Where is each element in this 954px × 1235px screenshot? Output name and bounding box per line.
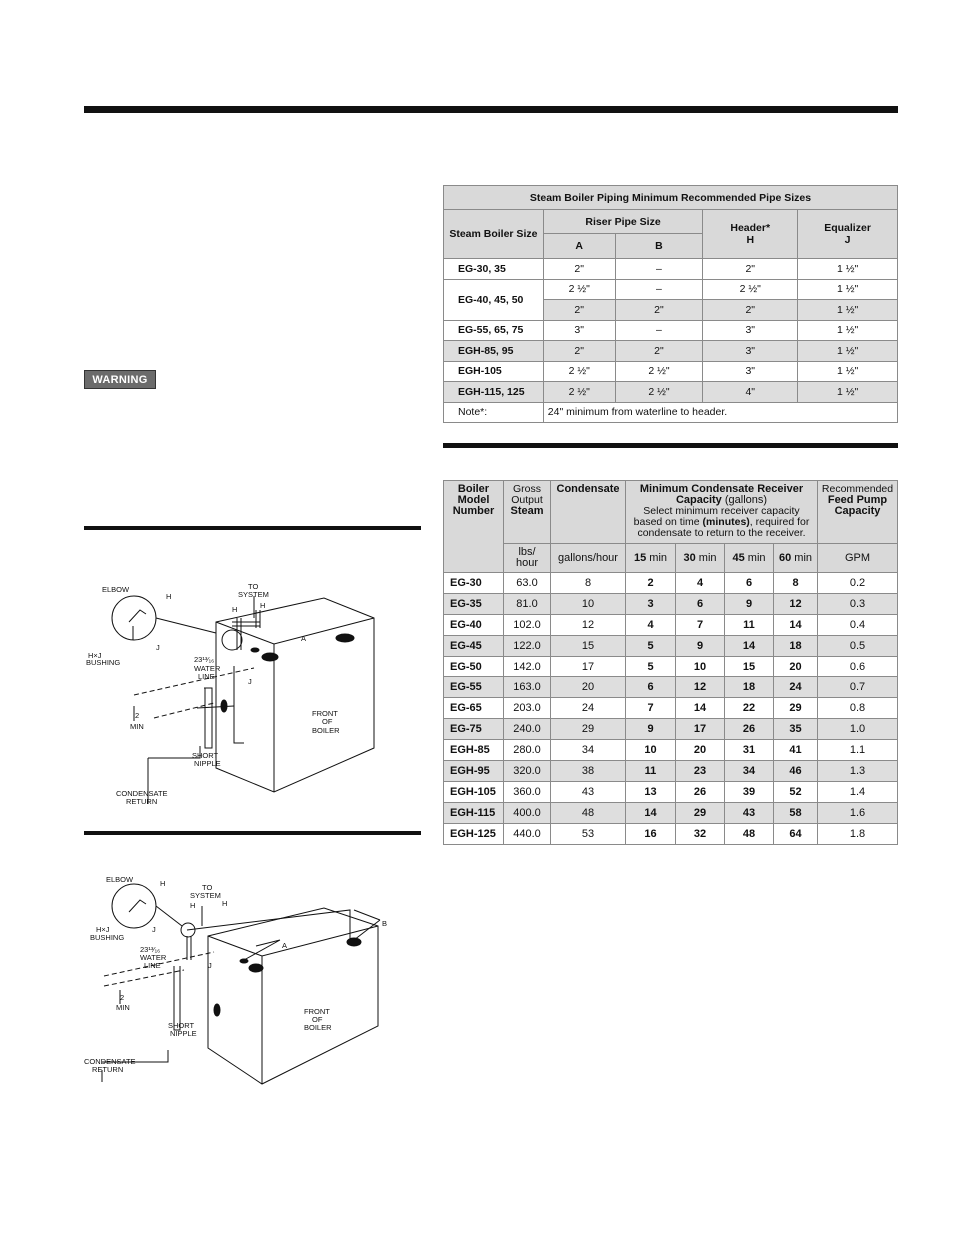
table-row (444, 677, 898, 698)
col-header: Header* H (703, 210, 798, 259)
svg-text:H: H (260, 601, 266, 610)
cell-m15: 11 (626, 761, 676, 782)
col-min-receiver: Minimum Condensate Receiver Capacity (gallons) Select minimum receiver capacity based on time (minutes), required for condensate to return to the receiver. (626, 481, 818, 544)
col-riser: Riser Pipe Size (543, 210, 703, 234)
cell-model: EGH-85 (444, 740, 504, 761)
cell-gross: 400.0 (504, 802, 551, 823)
cell-m60: 29 (774, 698, 818, 719)
table-row: EGH-115, 125 2 ½" 2 ½" 4" 1 ½" (444, 382, 898, 403)
section-rule (84, 526, 421, 530)
table-row (444, 719, 898, 740)
svg-text:FRONT: FRONT (312, 709, 338, 718)
table-row (444, 740, 898, 761)
cell-m30: 20 (676, 740, 725, 761)
cell-model: EG-30 (444, 573, 504, 594)
cell-m30: 23 (676, 761, 725, 782)
svg-text:MIN: MIN (130, 722, 144, 731)
cell-m30: 26 (676, 781, 725, 802)
table-row (444, 761, 898, 782)
cell-m45: 6 (725, 573, 774, 594)
cell-gross: 142.0 (504, 656, 551, 677)
top-rule (84, 106, 898, 113)
cell-m45: 39 (725, 781, 774, 802)
svg-text:2: 2 (120, 993, 125, 1002)
cell-gpm: 1.6 (818, 802, 898, 823)
warning-badge: WARNING (84, 370, 156, 389)
table-row: EGH-105 2 ½" 2 ½" 3" 1 ½" (444, 361, 898, 382)
cell-m60: 52 (774, 781, 818, 802)
svg-text:WATER: WATER (194, 664, 221, 673)
cell-m45: 14 (725, 635, 774, 656)
cell-cond: 48 (551, 802, 626, 823)
cell-m45: 48 (725, 823, 774, 844)
svg-text:TO: TO (202, 883, 213, 892)
col-feed-pump: Recommended Feed Pump Capacity (818, 481, 898, 544)
col-condensate: Condensate (551, 481, 626, 544)
col-gross: Gross Output Steam (504, 481, 551, 544)
svg-text:SHORT: SHORT (192, 751, 219, 760)
svg-text:NIPPLE: NIPPLE (170, 1029, 197, 1038)
cell-gpm: 0.4 (818, 614, 898, 635)
svg-text:H: H (160, 879, 166, 888)
cell-m15: 6 (626, 677, 676, 698)
cell-m45: 34 (725, 761, 774, 782)
cell-m45: 18 (725, 677, 774, 698)
svg-text:J: J (152, 925, 156, 934)
table-row (444, 635, 898, 656)
svg-text:H: H (222, 899, 228, 908)
svg-text:23¹³⁄₁₆: 23¹³⁄₁₆ (140, 945, 161, 954)
svg-text:RETURN: RETURN (126, 797, 158, 806)
svg-text:BUSHING: BUSHING (90, 933, 125, 942)
cell-m60: 41 (774, 740, 818, 761)
cell-m60: 8 (774, 573, 818, 594)
cell-m15: 4 (626, 614, 676, 635)
svg-text:J: J (156, 643, 160, 652)
cell-gross: 122.0 (504, 635, 551, 656)
cell-m30: 14 (676, 698, 725, 719)
col-boiler-size: Steam Boiler Size (444, 210, 544, 259)
cell-gpm: 1.8 (818, 823, 898, 844)
svg-text:NIPPLE: NIPPLE (194, 759, 221, 768)
cell-model: EGH-105 (444, 781, 504, 802)
svg-text:TO: TO (248, 582, 259, 591)
table-row: 2" 2" 2" 1 ½" (444, 300, 898, 321)
cell-cond: 24 (551, 698, 626, 719)
cell-cond: 10 (551, 593, 626, 614)
svg-text:LINE: LINE (198, 672, 215, 681)
svg-text:RETURN: RETURN (92, 1065, 124, 1074)
cell-cond: 53 (551, 823, 626, 844)
svg-text:CONDENSATE: CONDENSATE (116, 789, 168, 798)
svg-text:J: J (208, 961, 212, 970)
boiler-outline (216, 598, 374, 792)
cell-cond: 12 (551, 614, 626, 635)
table-row (444, 698, 898, 719)
svg-text:H×J: H×J (88, 651, 102, 660)
cell-model: EGH-125 (444, 823, 504, 844)
cell-m45: 31 (725, 740, 774, 761)
cell-m45: 43 (725, 802, 774, 823)
cell-gross: 320.0 (504, 761, 551, 782)
table-row (444, 573, 898, 594)
section-rule (84, 831, 421, 835)
cell-model: EG-45 (444, 635, 504, 656)
unit-60: 60 min (774, 544, 818, 573)
cell-m15: 13 (626, 781, 676, 802)
cell-m30: 10 (676, 656, 725, 677)
cell-m45: 26 (725, 719, 774, 740)
cell-model: EGH-95 (444, 761, 504, 782)
condensate-table (443, 480, 898, 845)
cell-gross: 440.0 (504, 823, 551, 844)
cell-gross: 102.0 (504, 614, 551, 635)
svg-text:FRONT: FRONT (304, 1007, 330, 1016)
cell-m15: 2 (626, 573, 676, 594)
cell-m15: 14 (626, 802, 676, 823)
boiler-outline (208, 908, 378, 1084)
table-row: EG-55, 65, 75 3" – 3" 1 ½" (444, 320, 898, 341)
col-riser-b: B (615, 234, 703, 259)
cell-m15: 7 (626, 698, 676, 719)
table-row: EGH-85, 95 2" 2" 3" 1 ½" (444, 341, 898, 362)
cell-m60: 35 (774, 719, 818, 740)
piping-diagram-2 (84, 870, 414, 1090)
svg-text:OF: OF (322, 717, 333, 726)
cell-m60: 24 (774, 677, 818, 698)
svg-text:H×J: H×J (96, 925, 110, 934)
cell-model: EG-50 (444, 656, 504, 677)
pipe-size-table (443, 185, 898, 423)
cell-m45: 9 (725, 593, 774, 614)
cell-model: EG-35 (444, 593, 504, 614)
piping-diagram-1 (84, 578, 414, 808)
col-model: Boiler Model Number (444, 481, 504, 573)
cell-m30: 4 (676, 573, 725, 594)
cell-gross: 280.0 (504, 740, 551, 761)
svg-text:H: H (232, 605, 238, 614)
cell-cond: 34 (551, 740, 626, 761)
pipe-table-title: Steam Boiler Piping Minimum Recommended Pipe Sizes (444, 186, 898, 210)
cell-m30: 9 (676, 635, 725, 656)
cell-m15: 16 (626, 823, 676, 844)
cell-cond: 17 (551, 656, 626, 677)
svg-text:J: J (248, 677, 252, 686)
svg-text:A: A (301, 634, 307, 643)
cell-m60: 18 (774, 635, 818, 656)
cell-gross: 63.0 (504, 573, 551, 594)
svg-text:2: 2 (135, 711, 140, 720)
svg-text:SYSTEM: SYSTEM (238, 590, 269, 599)
table-row: EG-30, 35 2" – 2" 1 ½" (444, 259, 898, 280)
unit-condensate: gallons/hour (551, 544, 626, 573)
cell-model: EG-75 (444, 719, 504, 740)
svg-text:A: A (282, 941, 288, 950)
cell-m30: 32 (676, 823, 725, 844)
cell-gpm: 1.4 (818, 781, 898, 802)
svg-text:ELBOW: ELBOW (102, 585, 130, 594)
cell-m15: 9 (626, 719, 676, 740)
cell-gpm: 0.2 (818, 573, 898, 594)
svg-text:WATER: WATER (140, 953, 167, 962)
cell-m60: 46 (774, 761, 818, 782)
cell-gpm: 0.3 (818, 593, 898, 614)
cell-gpm: 0.5 (818, 635, 898, 656)
cell-cond: 29 (551, 719, 626, 740)
svg-text:LINE: LINE (144, 961, 161, 970)
unit-gpm: GPM (818, 544, 898, 573)
cell-m60: 14 (774, 614, 818, 635)
cell-gpm: 0.6 (818, 656, 898, 677)
cell-model: EGH-115 (444, 802, 504, 823)
cell-m45: 15 (725, 656, 774, 677)
table-row (444, 593, 898, 614)
cell-m60: 20 (774, 656, 818, 677)
cell-gross: 203.0 (504, 698, 551, 719)
unit-15: 15 min (626, 544, 676, 573)
svg-text:H: H (166, 592, 172, 601)
col-riser-a: A (543, 234, 615, 259)
svg-text:23¹³⁄₁₆: 23¹³⁄₁₆ (194, 655, 215, 664)
cell-m45: 22 (725, 698, 774, 719)
svg-text:BOILER: BOILER (312, 726, 340, 735)
cell-gross: 240.0 (504, 719, 551, 740)
table-row (444, 614, 898, 635)
svg-text:BOILER: BOILER (304, 1023, 332, 1032)
cell-gpm: 1.3 (818, 761, 898, 782)
table-row (444, 802, 898, 823)
cell-gpm: 1.0 (818, 719, 898, 740)
cell-m15: 10 (626, 740, 676, 761)
table-row (444, 656, 898, 677)
unit-gross: lbs/ hour (504, 544, 551, 573)
cell-cond: 20 (551, 677, 626, 698)
unit-30: 30 min (676, 544, 725, 573)
unit-45: 45 min (725, 544, 774, 573)
cell-gpm: 0.8 (818, 698, 898, 719)
svg-text:MIN: MIN (116, 1003, 130, 1012)
cell-gross: 163.0 (504, 677, 551, 698)
cell-cond: 15 (551, 635, 626, 656)
cell-model: EG-40 (444, 614, 504, 635)
section-rule (443, 443, 898, 448)
table-row (444, 823, 898, 844)
cell-m60: 58 (774, 802, 818, 823)
cell-m60: 64 (774, 823, 818, 844)
svg-text:H: H (190, 901, 196, 910)
svg-text:SHORT: SHORT (168, 1021, 195, 1030)
col-equalizer: Equalizer J (798, 210, 898, 259)
svg-text:ELBOW: ELBOW (106, 875, 134, 884)
cell-cond: 38 (551, 761, 626, 782)
svg-text:OF: OF (312, 1015, 323, 1024)
cell-m15: 5 (626, 635, 676, 656)
cell-m30: 6 (676, 593, 725, 614)
cell-m30: 17 (676, 719, 725, 740)
cell-m30: 29 (676, 802, 725, 823)
cell-m60: 12 (774, 593, 818, 614)
table-note-row: Note*: 24" minimum from waterline to header. (444, 402, 898, 423)
cell-m15: 3 (626, 593, 676, 614)
svg-text:SYSTEM: SYSTEM (190, 891, 221, 900)
cell-model: EG-55 (444, 677, 504, 698)
svg-text:BUSHING: BUSHING (86, 658, 121, 667)
cell-cond: 43 (551, 781, 626, 802)
svg-text:CONDENSATE: CONDENSATE (84, 1057, 136, 1066)
table-row (444, 781, 898, 802)
cell-gross: 81.0 (504, 593, 551, 614)
svg-text:B: B (382, 919, 388, 928)
cell-m15: 5 (626, 656, 676, 677)
cell-cond: 8 (551, 573, 626, 594)
cell-gross: 360.0 (504, 781, 551, 802)
cell-gpm: 0.7 (818, 677, 898, 698)
table-row: EG-40, 45, 50 2 ½" – 2 ½" 1 ½" (444, 279, 898, 300)
cell-m30: 12 (676, 677, 725, 698)
cell-gpm: 1.1 (818, 740, 898, 761)
cell-m45: 11 (725, 614, 774, 635)
cell-model: EG-65 (444, 698, 504, 719)
cell-m30: 7 (676, 614, 725, 635)
